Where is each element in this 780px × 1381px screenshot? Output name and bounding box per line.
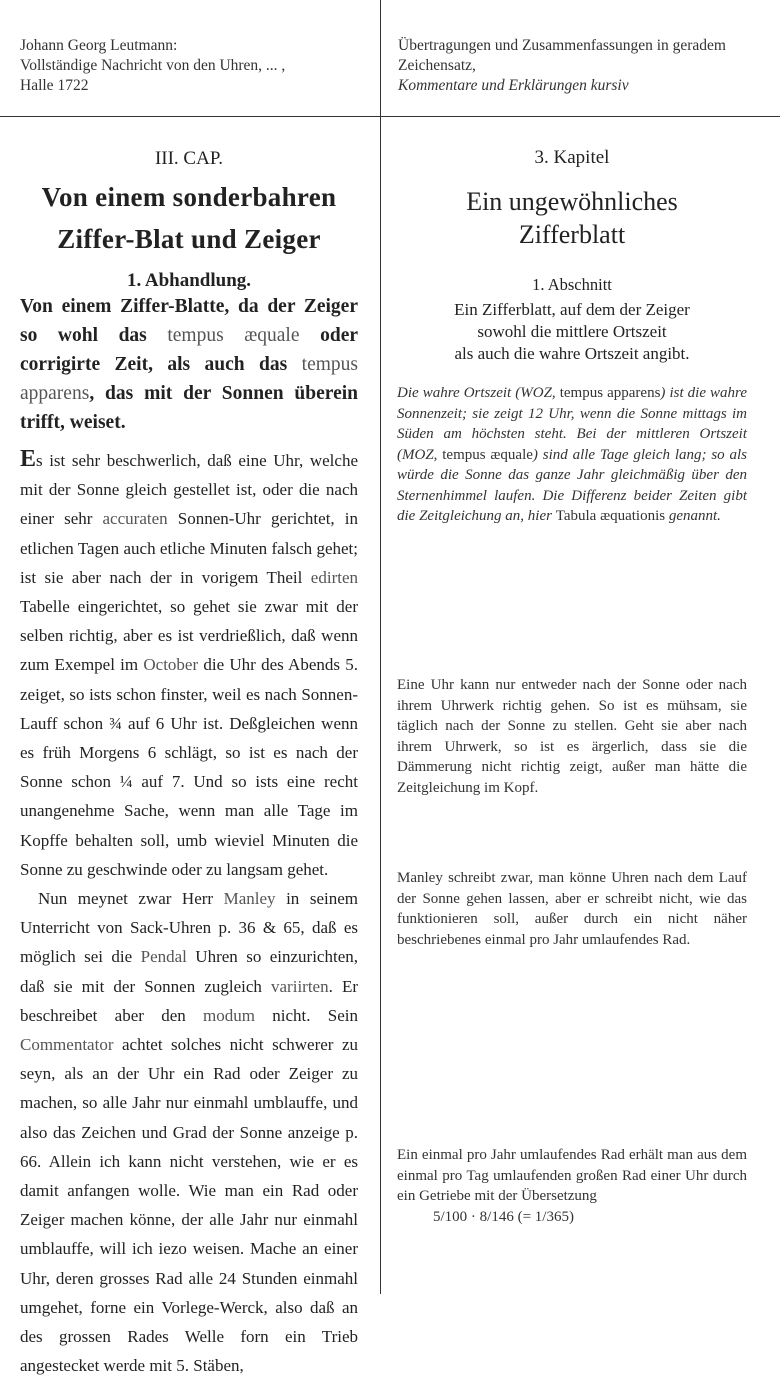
source-header <box>20 36 370 96</box>
latin-term: edirten <box>310 567 358 587</box>
latin-term: tempus æquale <box>167 325 300 346</box>
latin-term: modum <box>203 1005 255 1025</box>
comment-text: ) ist die wahre Sonnenzeit; sie zeigt 12 Uhr, wenn die Sonne mittags im Süden am höchsten steht. Bei der mittleren Ortszeit (MOZ, <box>397 385 747 463</box>
comment-text: Die wahre Ortszeit (WOZ, <box>397 385 560 401</box>
source-author: Johann Georg Leutmann: <box>20 37 178 54</box>
drop-cap: E <box>20 446 37 472</box>
summary-paragraph-2: Manley schreibt zwar, man könne Uhren nach dem Lauf der Sonne gehen lassen, aber er schreibt nicht, wie das funktionieren soll, außer durch ein nicht näher beschriebenes einmal pro Jahr umlaufendes Rad. <box>397 870 747 948</box>
body-text: Sonnen-Uhr gerichtet, in etlichen Tagen auch etliche Minuten falsch gehet; ist sie aber nach der in vorigem Theil <box>20 509 358 587</box>
paragraph-2 <box>20 884 358 1380</box>
body-text: achtet solches nicht schwerer zu seyn, als an der Uhr ein Rad oder Zeiger zu machen, so alle Jahr nur einmahl umblauffe, und also das Zeichen und Grad der Sonne anzeige p. 66. Allein ich kann nicht verstehen, wie er es damit anfangen wolle. Wie man ein Rad oder Zeiger machen könne, der alle Jahr nur einmahl umblauffe, will ich iezo weisen. Mache an einer Uhr, deren grosses Rad alle 24 Stunden einmahl umgehet, forne ein Vorlege-Werck, also daß an des grossen Rades Welle forn ein Trieb angestecket werde mit 5. Stäben, <box>20 1035 358 1376</box>
latin-term: Commentator <box>20 1035 114 1055</box>
source-title: Vollständige Nachricht von den Uhren, ... , <box>20 57 286 74</box>
section-subtitle-translation <box>397 299 747 365</box>
body-text: in seinem Unterricht von Sack-Uhren p. 36 & 65, daß es möglich sei die <box>20 889 358 967</box>
summary-paragraph-1: Eine Uhr kann nur entweder nach der Sonne oder nach ihrem Uhrwerk richtig gehen. So ist es mühsam, sie täglich nach der Sonne zu stellen. Geht sie aber nach ihrem Uhrwerk, so ist es ärgerlich, dass sie die Dämmerung nicht richtig zeigt, außer man hätte die Zeitgleichung im Kopf. <box>397 677 747 796</box>
comment-text: ) sind alle Tage gleich lang; so als würde die Sonne das ganze Jahr gleichmäßig über den Sternenhimmel laufen. Die Differenz beider Zeiten gibt die Zeitgleichung an, hier <box>397 446 747 524</box>
source-place-year: Halle 1722 <box>20 77 89 94</box>
summary-text: Ein einmal pro Jahr umlaufendes Rad erhält man aus dem einmal pro Tag umlaufenden großen Rad einer Uhr durch ein Getriebe mit der Übersetzung <box>397 1147 747 1204</box>
section-subtitle <box>20 292 358 437</box>
chapter-title-line2: Ziffer-Blat und Zeiger <box>57 224 321 254</box>
latin-term: tempus apparens <box>559 385 661 401</box>
column-divider <box>380 0 381 1294</box>
subtitle-text: oder corrigirte Zeit, als auch das <box>20 325 358 375</box>
latin-term: Manley <box>223 889 276 909</box>
chapter-title-translation <box>397 185 747 251</box>
section-heading-translation: 1. Abschnitt <box>532 275 612 294</box>
chapter-heading: III. CAP. <box>154 148 224 169</box>
summary-paragraph-3 <box>397 1145 747 1227</box>
subtitle-line: sowohl die mittlere Ortszeit <box>477 322 667 341</box>
latin-term: accuraten <box>102 509 168 529</box>
legend-upright: Übertragungen und Zusammenfassungen in geradem Zeichensatz, <box>398 37 726 74</box>
commentary-note <box>397 383 747 527</box>
translation-column <box>397 145 747 1275</box>
subtitle-line: Ein Zifferblatt, auf dem der Zeiger <box>454 300 690 319</box>
body-text: nicht. Sein <box>254 1005 358 1025</box>
latin-term: Tabula æquationis <box>555 508 666 524</box>
subtitle-text: Von einem Ziffer-Blatte, da der Zeiger so wohl das <box>20 296 358 346</box>
section-heading: 1. Abhandlung. <box>126 270 252 291</box>
body-text: . Er beschreibet aber den <box>20 976 359 1025</box>
latin-term: tempus æquale <box>442 446 533 463</box>
chapter-title <box>20 176 358 260</box>
latin-term: Pendal <box>140 947 187 967</box>
latin-term: October <box>143 655 199 675</box>
chapter-title-translation-line1: Ein ungewöhnliches <box>466 187 678 216</box>
gear-ratio-formula: 5/100 · 8/146 (= 1/365) <box>433 1208 574 1225</box>
original-text-column <box>20 145 358 1381</box>
subtitle-line: als auch die wahre Ortszeit angibt. <box>454 344 690 363</box>
body-text: s ist sehr beschwerlich, daß eine Uhr, welche mit der Sonne gleich gestellet ist, oder die nach einer sehr <box>20 451 358 529</box>
latin-term: tempus apparens <box>20 354 358 404</box>
chapter-title-line1: Von einem sonderbahren <box>41 182 337 212</box>
latin-term: variirten <box>271 976 329 996</box>
body-text: Nun meynet zwar Herr <box>38 889 224 909</box>
legend-italic: Kommentare und Erklärungen kursiv <box>398 77 629 94</box>
body-text: Uhren so einzurichten, daß sie mit der Sonnen zugleich <box>20 947 358 996</box>
chapter-title-translation-line2: Zifferblatt <box>518 220 626 249</box>
body-text: Tabelle eingerichtet, so gehet sie zwar mit der selben richtig, aber es ist verdrießlich, daß wenn zum Exempel im <box>20 597 358 675</box>
header-divider <box>0 116 780 117</box>
legend-header <box>398 36 758 96</box>
subtitle-text: , das mit der Sonnen überein trifft, weiset. <box>20 383 358 433</box>
body-text: die Uhr des Abends 5. zeiget, so ists schon finster, weil es nach Sonnen-Lauff schon ¾ auf 6 Uhr ist. Deßgleichen wenn es früh Morgens 6 schlägt, so ist es nach der Sonne schon ¼ auf 7. Und so ists eine recht unangenehme Sache, wenn man alle Tage im Kopffe behalten soll, umb wieviel Minuten die Sonne zu geschwinde oder zu langsam gehet. <box>20 655 358 879</box>
comment-text: genannt. <box>665 508 721 524</box>
chapter-heading-translation: 3. Kapitel <box>534 147 610 168</box>
paragraph-1 <box>20 445 358 884</box>
